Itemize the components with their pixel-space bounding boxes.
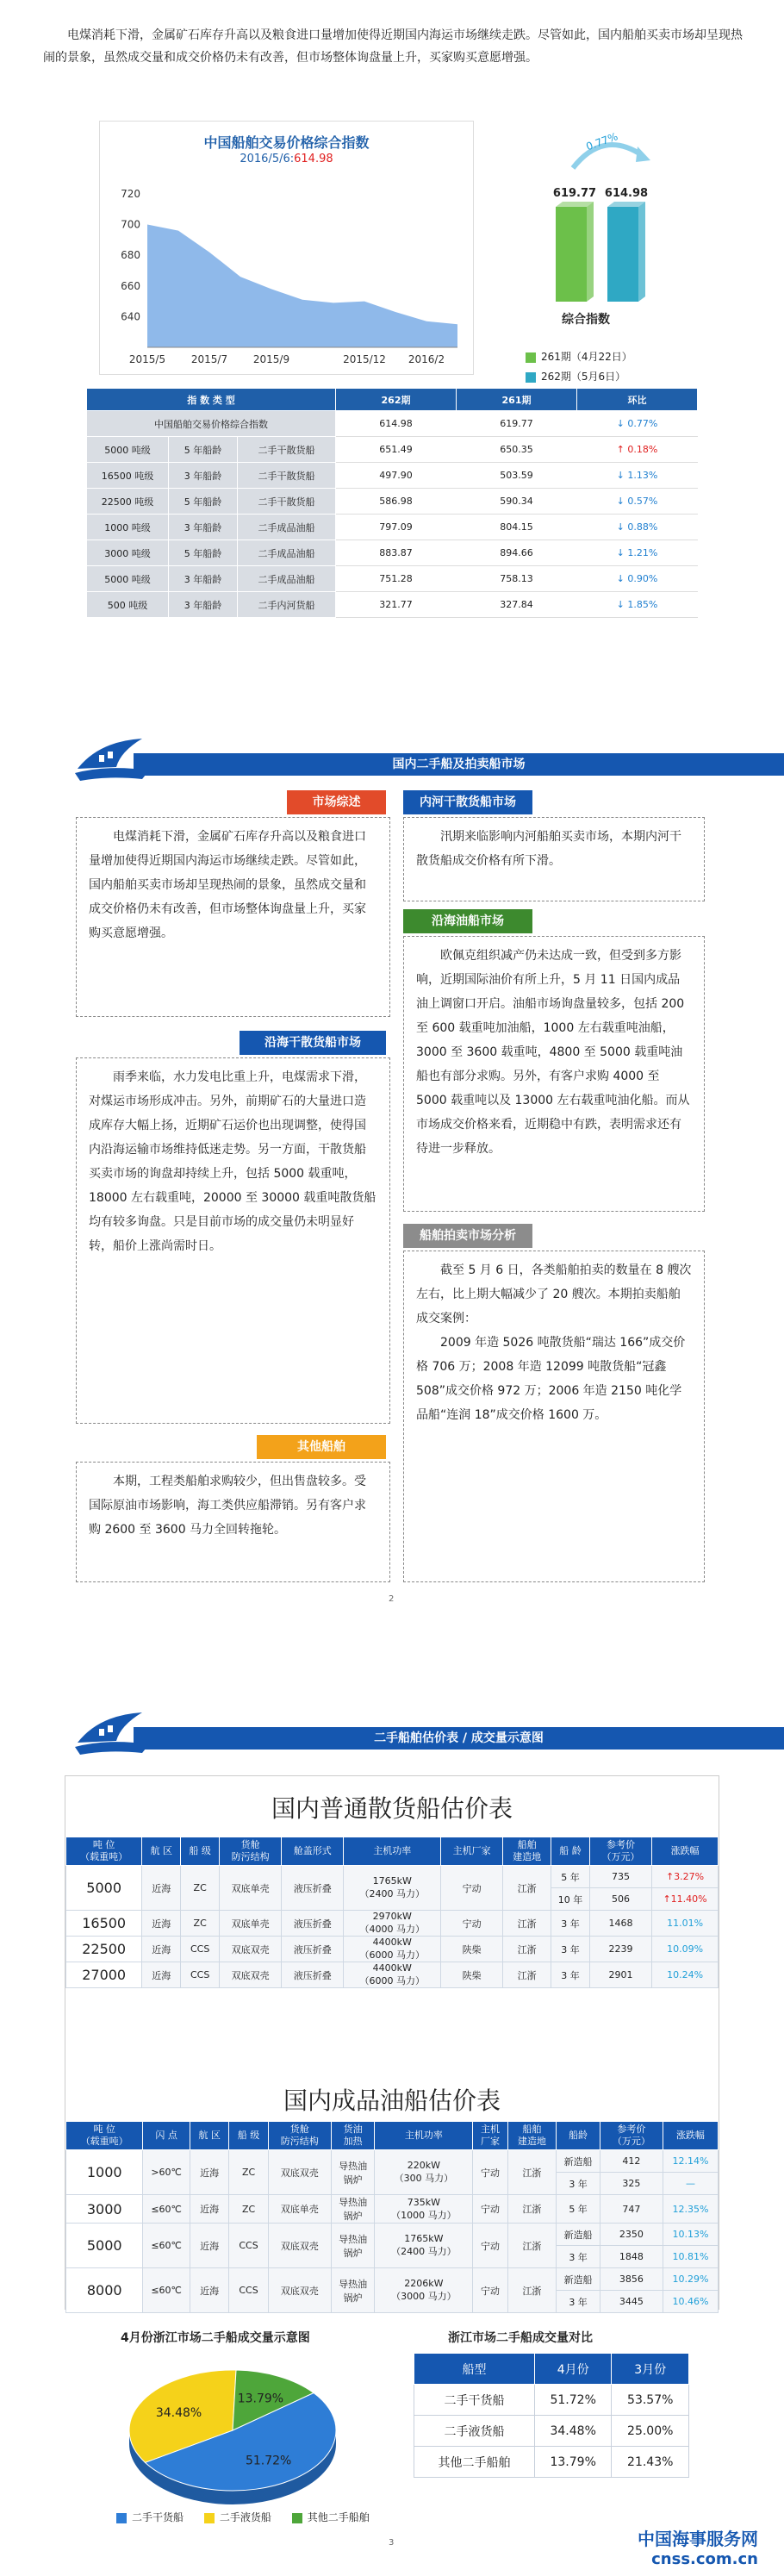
bulk-row: 22500 近海 CCS 双底双壳 液压折叠 4400kW （6000 马力） 陕柴 江浙 3 年 2239 10.09% <box>66 1937 719 1962</box>
index-area-series <box>147 225 457 347</box>
bulk-header: 吨 位 （载重吨） <box>66 1837 142 1866</box>
oil-header: 船龄 <box>557 2122 600 2150</box>
intro-paragraph: 电煤消耗下滑，金属矿石库存升高以及粮食进口量增加使得近期国内海运市场继续走跌。尽管如此，国内船舶买卖市场却呈现热闹的景象，虽然成交量和成交价格仍未有改善，但市场整体询盘量上升，买家购买意愿增强。 <box>43 28 743 65</box>
oil-header: 船舶 建造地 <box>507 2122 557 2150</box>
oil-row: 3 年 1848 10.81% <box>66 2246 719 2268</box>
x-tick-label: 2016/2 <box>408 353 445 365</box>
oil-title: 国内成品油船估价表 <box>283 2086 501 2115</box>
oil-header: 货油 加热 <box>331 2122 375 2150</box>
th-type: 指 数 类 型 <box>87 389 336 411</box>
bulk-table <box>65 1837 719 1988</box>
bulk-header: 主机功率 <box>344 1837 441 1866</box>
y-tick-label: 720 <box>121 187 140 200</box>
auction-box: 截至 5 月 6 日，各类船舶拍卖的数量在 8 艘次左右，比上期大幅减少了 20 艘次。本期拍卖船舶成交案例： 2009 年造 5026 吨散货船“瑞达 166”成交价格 706 万；2008 年造 12099 吨散货船“冠鑫 508”成交价格 972 万；2006 年造 2150 吨化学品船“连润 18”成交价格 1600 万。 <box>403 1251 705 1582</box>
section3-banner: 二手船舶估价表 / 成交量示意图 <box>73 1724 724 1750</box>
bar-value-label: 619.77 <box>552 187 597 200</box>
index-table <box>86 388 698 618</box>
pie-legend: 二手干货船 二手液货船 其他二手船舶 <box>116 2510 370 2524</box>
index-row: 22500 吨级 5 年船龄 二手干散货船 586.98 590.34 ↓ 0.57% <box>87 489 698 515</box>
index-chart <box>99 121 474 375</box>
oil-header: 吨 位 （载重吨） <box>66 2122 143 2150</box>
bulk-header: 舱盖形式 <box>282 1837 344 1866</box>
pie-chart <box>103 2348 379 2521</box>
y-tick-label: 640 <box>121 310 140 323</box>
oil-row: 3 年 325 — <box>66 2173 719 2195</box>
other-ships-box: 本期，工程类船舶求购较少，但出售盘较多。受国际原油市场影响，海工类供应船滞销。另有客户求购 2600 至 3600 马力全回转拖轮。 <box>76 1462 390 1582</box>
oil-header: 参考价 （万元） <box>600 2122 663 2150</box>
bar-261 <box>556 202 594 302</box>
legend-261: 261期（4月22日） <box>526 349 632 364</box>
change-arrow-icon <box>573 145 642 168</box>
chart-title: 中国船舶交易价格综合指数 <box>203 134 370 151</box>
tag-inland-dry: 内河干散货船市场 <box>403 790 532 814</box>
oil-row: 5000 ≤60℃ 近海 CCS 双底双壳 导热油 锅炉 1765kW （2400 马力） 宁动 江浙 新造船 2350 10.13% <box>66 2224 719 2246</box>
index-row: 1000 吨级 3 年船龄 二手成品油船 797.09 804.15 ↓ 0.88% <box>87 515 698 540</box>
section2-banner: 国内二手船及拍卖船市场 <box>73 750 724 776</box>
index-area-chart <box>100 122 475 376</box>
oil-header: 主机功率 <box>375 2122 473 2150</box>
oil-header: 航 区 <box>190 2122 228 2150</box>
index-row: 5000 吨级 5 年船龄 二手干散货船 651.49 650.35 ↑ 0.18% <box>87 437 698 463</box>
y-tick-label: 700 <box>121 218 140 231</box>
pie-label: 34.48% <box>155 2406 202 2421</box>
bulk-row: 16500 近海 ZC 双底单壳 液压折叠 2970kW （4000 马力） 宁动 江浙 3 年 1468 11.01% <box>66 1911 719 1937</box>
tag-market-summary: 市场综述 <box>287 790 386 814</box>
bulk-row: 10 年 506 ↑11.40% <box>66 1888 719 1911</box>
index-row: 500 吨级 3 年船龄 二手内河货船 321.77 327.84 ↓ 1.85% <box>87 592 698 618</box>
x-tick-label: 2015/9 <box>252 353 290 365</box>
oil-row: 8000 ≤60℃ 近海 CCS 双底双壳 导热油 锅炉 2206kW （3000 马力） 宁动 江浙 新造船 3856 10.29% <box>66 2268 719 2291</box>
index-row: 中国船舶交易价格综合指数 614.98 619.77 ↓ 0.77% <box>87 411 698 437</box>
coastal-dry-box: 雨季来临，水力发电比重上升，电煤需求下滑，对煤运市场形成冲击。另外，前期矿石的大量进口造成库存大幅上扬，近期矿石运价也出现调整，使得国内沿海运输市场维持低迷走势。另一方面，干散货船买卖市场的询盘却持续上升，包括 5000 载重吨，18000 左右载重吨，20000 至 30000 载重吨散货船均有较多询盘。只是目前市场的成交量仍未明显好转，船价上涨尚需时日。 <box>76 1057 390 1424</box>
oil-table <box>65 2121 719 2313</box>
y-tick-label: 680 <box>121 249 140 262</box>
cmp-row: 二手液货船 34.48% 25.00% <box>414 2416 689 2447</box>
oil-header: 主机 厂家 <box>473 2122 507 2150</box>
bar-262 <box>607 202 645 302</box>
inland-dry-box: 汛期来临影响内河船舶买卖市场，本期内河干散货船成交价格有所下滑。 <box>403 817 705 901</box>
y-tick-label: 660 <box>121 279 140 292</box>
cmp-title: 浙江市场二手船成交量对比 <box>448 2331 593 2345</box>
footer-logo: 中国海事服务网 cnss.com.cn <box>638 2529 758 2568</box>
bulk-header: 主机厂家 <box>441 1837 503 1866</box>
bulk-header: 船 级 <box>181 1837 220 1866</box>
tag-coastal-dry: 沿海干散货船市场 <box>240 1031 386 1055</box>
oil-header: 货舱 防污结构 <box>268 2122 331 2150</box>
oil-header: 涨跌幅 <box>663 2122 718 2150</box>
chart-subtitle: 2016/5/6:614.98 <box>240 153 333 165</box>
pie-label: 51.72% <box>245 2454 292 2468</box>
bar-value-label: 614.98 <box>604 187 649 200</box>
bar-xlabel: 综合指数 <box>562 313 610 327</box>
tag-auction: 船舶拍卖市场分析 <box>403 1224 532 1248</box>
cmp-table <box>414 2353 689 2478</box>
bulk-header: 货舱 防污结构 <box>220 1837 282 1866</box>
bulk-header: 船舶 建造地 <box>503 1837 551 1866</box>
x-tick-label: 2015/5 <box>128 353 166 365</box>
bulk-header: 航 区 <box>142 1837 181 1866</box>
oil-row: 3000 ≤60℃ 近海 ZC 双底单壳 导热油 锅炉 735kW （1000 马力） 宁动 江浙 5 年 747 12.35% <box>66 2195 719 2224</box>
x-tick-label: 2015/7 <box>190 353 228 365</box>
cmp-th-mar: 3月份 <box>612 2354 689 2385</box>
oil-header: 闪 点 <box>143 2122 190 2150</box>
cmp-row: 其他二手船舶 13.79% 21.43% <box>414 2447 689 2478</box>
page-number: 2 <box>389 1594 395 1604</box>
page-number: 3 <box>389 2538 395 2548</box>
bulk-header: 参考价 （万元） <box>589 1837 651 1866</box>
index-row: 16500 吨级 3 年船龄 二手干散货船 497.90 503.59 ↓ 1.13% <box>87 463 698 489</box>
tag-coastal-oil: 沿海油船市场 <box>403 909 532 933</box>
bulk-header: 涨跌幅 <box>652 1837 719 1866</box>
oil-row: 1000 >60℃ 近海 ZC 双底双壳 导热油 锅炉 220kW （300 马力） 宁动 江浙 新造船 412 12.14% <box>66 2150 719 2173</box>
oil-row: 3 年 3445 10.46% <box>66 2291 719 2313</box>
composite-bar-chart <box>534 121 689 319</box>
valuation-block <box>65 1775 719 2310</box>
pie-title: 4月份浙江市场二手船成交量示意图 <box>121 2331 310 2345</box>
tag-other-ships: 其他船舶 <box>257 1435 386 1459</box>
bulk-header: 船 龄 <box>551 1837 590 1866</box>
legend-262: 262期（5月6日） <box>526 369 625 384</box>
cmp-th-apr: 4月份 <box>534 2354 612 2385</box>
th-262: 262期 <box>336 389 457 411</box>
bulk-row: 5000 近海 ZC 双底单壳 液压折叠 1765kW （2400 马力） 宁动 江浙 5 年 735 ↑3.27% <box>66 1866 719 1888</box>
change-pct-label: 0.77% <box>584 130 619 153</box>
cmp-th-type: 船型 <box>414 2354 535 2385</box>
th-261: 261期 <box>457 389 577 411</box>
bulk-row: 27000 近海 CCS 双底双壳 液压折叠 4400kW （6000 马力） 陕柴 江浙 3 年 2901 10.24% <box>66 1962 719 1988</box>
index-row: 5000 吨级 3 年船龄 二手成品油船 751.28 758.13 ↓ 0.90% <box>87 566 698 592</box>
coastal-oil-box: 欧佩克组织减产仍未达成一致，但受到多方影响，近期国际油价有所上升，5 月 11 日国内成品油上调窗口开启。油船市场询盘量较多，包括 200 至 600 载重吨加油船，1000 左右载重吨油船，3000 至 3600 载重吨，4800 至 5000 载重吨油船也有部分求购。另外，有客户求购 4000 至 5000 载重吨以及 13000 左右载重吨油化船。而从市场成交价格来看，近期稳中有跌，表明需求还有待进一步释放。 <box>403 936 705 1212</box>
cmp-row: 二手干货船 51.72% 53.57% <box>414 2385 689 2416</box>
pie-label: 13.79% <box>237 2392 284 2406</box>
oil-header: 船 级 <box>229 2122 268 2150</box>
bulk-title: 国内普通散货船估价表 <box>271 1794 513 1823</box>
index-row: 3000 吨级 5 年船龄 二手成品油船 883.87 894.66 ↓ 1.21% <box>87 540 698 566</box>
x-tick-label: 2015/12 <box>343 353 386 365</box>
market-summary-box: 电煤消耗下滑，金属矿石库存升高以及粮食进口量增加使得近期国内海运市场继续走跌。尽管如此，国内船舶买卖市场却呈现热闹的景象，虽然成交量和成交价格仍未有改善，但市场整体询盘量上升，买家购买意愿增强。 <box>76 817 390 1017</box>
th-change: 环比 <box>577 389 698 411</box>
